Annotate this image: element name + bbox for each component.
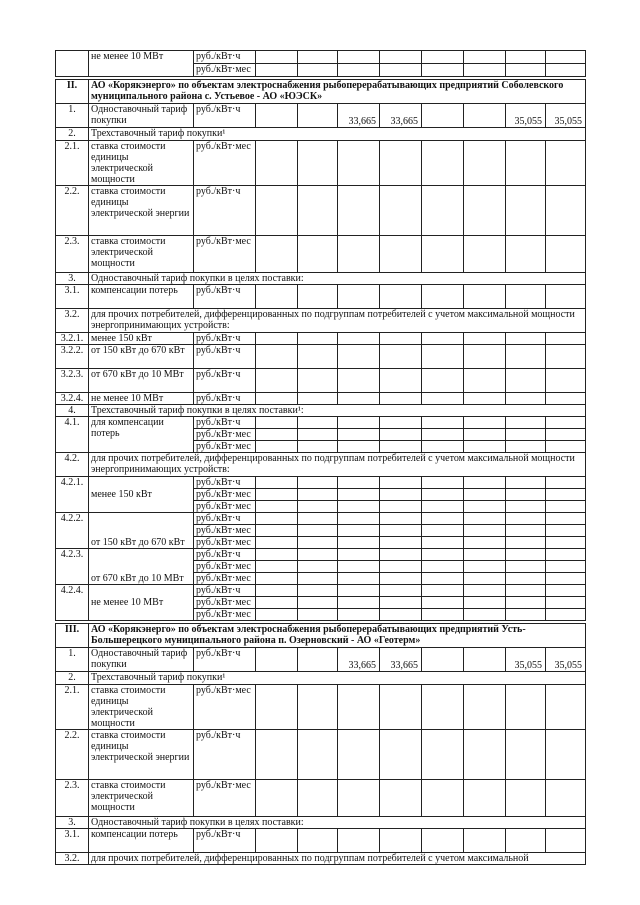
value-cell: 35,055 bbox=[506, 648, 546, 672]
row-label: ставка стоимости единицы электрической мощности bbox=[89, 141, 194, 186]
row-label: компенсации потерь bbox=[89, 285, 194, 309]
table-row bbox=[56, 285, 586, 309]
unit-cell: руб./кВт·мес bbox=[194, 597, 256, 609]
value-cell: 33,665 bbox=[380, 648, 422, 672]
unit-cell: руб./кВт·мес bbox=[194, 501, 256, 513]
table-row bbox=[56, 417, 586, 429]
row-number: 2.1. bbox=[56, 685, 89, 730]
unit-cell: руб./кВт·ч bbox=[194, 285, 256, 309]
row-number: 3.2.3. bbox=[56, 369, 89, 393]
row-label: Трехставочный тариф покупки¹ bbox=[89, 128, 586, 141]
table-row bbox=[56, 549, 586, 561]
unit-cell: руб./кВт·ч bbox=[194, 51, 256, 64]
table-row bbox=[56, 405, 586, 417]
row-label: ставка стоимости электрической мощности bbox=[89, 236, 194, 273]
row-label: менее 150 кВт bbox=[89, 477, 194, 513]
row-label: менее 150 кВт bbox=[89, 333, 194, 345]
value-cell: 35,055 bbox=[546, 648, 586, 672]
unit-cell: руб./кВт·мес bbox=[194, 236, 256, 273]
unit-cell: руб./кВт·мес bbox=[194, 780, 256, 817]
table-row bbox=[56, 333, 586, 345]
row-number: 1. bbox=[56, 104, 89, 128]
row-label: компенсации потерь bbox=[89, 829, 194, 853]
value-cell: 35,055 bbox=[546, 104, 586, 128]
row-number: 3. bbox=[56, 273, 89, 285]
row-number: 4.2.1. bbox=[56, 477, 89, 513]
row-number bbox=[56, 51, 89, 77]
unit-cell: руб./кВт·ч bbox=[194, 829, 256, 853]
row-number: 1. bbox=[56, 648, 89, 672]
unit-cell: руб./кВт·мес bbox=[194, 141, 256, 186]
unit-cell: руб./кВт·ч bbox=[194, 417, 256, 429]
unit-cell: руб./кВт·ч bbox=[194, 585, 256, 597]
value-cell: 33,665 bbox=[338, 104, 380, 128]
row-label: от 670 кВт до 10 МВт bbox=[89, 549, 194, 585]
row-label: Трехставочный тариф покупки¹ bbox=[89, 672, 586, 685]
row-label: от 150 кВт до 670 кВт bbox=[89, 513, 194, 549]
table-row bbox=[56, 585, 586, 597]
row-number: 2. bbox=[56, 672, 89, 685]
section-number: III. bbox=[56, 624, 89, 648]
table-row bbox=[56, 236, 586, 273]
row-number: 3. bbox=[56, 817, 89, 829]
table-row bbox=[56, 648, 586, 672]
unit-cell: руб./кВт·ч bbox=[194, 648, 256, 672]
table-row bbox=[56, 186, 586, 236]
unit-cell: руб./кВт·мес bbox=[194, 429, 256, 441]
row-label: Трехставочный тариф покупки в целях поставки¹: bbox=[89, 405, 586, 417]
unit-cell: руб./кВт·ч bbox=[194, 477, 256, 489]
row-number: 3.1. bbox=[56, 285, 89, 309]
table-row bbox=[56, 829, 586, 853]
table-row bbox=[56, 309, 586, 333]
row-label: для прочих потребителей, дифференцированных по подгруппам потребителей с учетом максимальной мощности энергопринимающих устройств: bbox=[89, 453, 586, 477]
value-cell: 33,665 bbox=[338, 648, 380, 672]
unit-cell: руб./кВт·ч bbox=[194, 186, 256, 236]
table-row bbox=[56, 817, 586, 829]
row-label: не менее 10 МВт bbox=[89, 585, 194, 621]
unit-cell: руб./кВт·ч bbox=[194, 513, 256, 525]
row-number: 4.2. bbox=[56, 453, 89, 477]
row-label: ставка стоимости единицы электрической энергии bbox=[89, 186, 194, 236]
unit-cell: руб./кВт·мес bbox=[194, 64, 256, 77]
row-label: для прочих потребителей, дифференцированных по подгруппам потребителей с учетом максимальной мощности энергопринимающих устройств: bbox=[89, 309, 586, 333]
row-number: 2.3. bbox=[56, 780, 89, 817]
unit-cell: руб./кВт·ч bbox=[194, 549, 256, 561]
row-label: Одноставочный тариф покупки в целях поставки: bbox=[89, 273, 586, 285]
row-number: 2. bbox=[56, 128, 89, 141]
table-row bbox=[56, 730, 586, 780]
row-number: 4. bbox=[56, 405, 89, 417]
row-number: 3.2.2. bbox=[56, 345, 89, 369]
table-row bbox=[56, 273, 586, 285]
table-row bbox=[56, 853, 586, 865]
row-number: 2.2. bbox=[56, 730, 89, 780]
section-header-row bbox=[56, 80, 586, 104]
row-label: для прочих потребителей, дифференцированных по подгруппам потребителей с учетом максимальной bbox=[89, 853, 586, 865]
row-number: 3.2.4. bbox=[56, 393, 89, 405]
section-title: АО «Корякэнерго» по объектам электроснабжения рыбоперерабатывающих предприятий Усть-Большерецкого муниципального района п. Озерновский - АО «Геотерм» bbox=[89, 624, 586, 648]
table-row bbox=[56, 393, 586, 405]
unit-cell: руб./кВт·ч bbox=[194, 345, 256, 369]
unit-cell: руб./кВт·мес bbox=[194, 685, 256, 730]
row-number: 3.2.1. bbox=[56, 333, 89, 345]
row-label: Одноставочный тариф покупки в целях поставки: bbox=[89, 817, 586, 829]
row-number: 3.2. bbox=[56, 853, 89, 865]
row-number: 4.1. bbox=[56, 417, 89, 453]
row-label: от 150 кВт до 670 кВт bbox=[89, 345, 194, 369]
unit-cell: руб./кВт·мес bbox=[194, 561, 256, 573]
row-number: 4.2.2. bbox=[56, 513, 89, 549]
row-number: 2.2. bbox=[56, 186, 89, 236]
unit-cell: руб./кВт·мес bbox=[194, 573, 256, 585]
row-label: ставка стоимости электрической мощности bbox=[89, 780, 194, 817]
table-row bbox=[56, 685, 586, 730]
unit-cell: руб./кВт·мес bbox=[194, 537, 256, 549]
table-row bbox=[56, 369, 586, 393]
table-row bbox=[56, 477, 586, 489]
table-row bbox=[56, 513, 586, 525]
table-row bbox=[56, 453, 586, 477]
row-label: Одноставочный тариф покупки bbox=[89, 104, 194, 128]
section-header-row bbox=[56, 624, 586, 648]
row-label: не менее 10 МВт bbox=[89, 393, 194, 405]
unit-cell: руб./кВт·мес bbox=[194, 525, 256, 537]
unit-cell: руб./кВт·мес bbox=[194, 489, 256, 501]
row-label: Одноставочный тариф покупки bbox=[89, 648, 194, 672]
unit-cell: руб./кВт·ч bbox=[194, 393, 256, 405]
value-cell: 35,055 bbox=[506, 104, 546, 128]
table-row bbox=[56, 104, 586, 128]
row-label: не менее 10 МВт bbox=[89, 51, 194, 77]
row-number: 3.1. bbox=[56, 829, 89, 853]
row-number: 4.2.4. bbox=[56, 585, 89, 621]
section-title: АО «Корякэнерго» по объектам электроснабжения рыбоперерабатывающих предприятий Соболевского муниципального района с. Устьевое - АО «ЮЭСК» bbox=[89, 80, 586, 104]
row-number: 4.2.3. bbox=[56, 549, 89, 585]
unit-cell: руб./кВт·ч bbox=[194, 730, 256, 780]
row-number: 2.3. bbox=[56, 236, 89, 273]
value-cell: 33,665 bbox=[380, 104, 422, 128]
unit-cell: руб./кВт·ч bbox=[194, 333, 256, 345]
table-row bbox=[56, 128, 586, 141]
row-label: для компенсации потерь bbox=[89, 417, 194, 453]
row-number: 2.1. bbox=[56, 141, 89, 186]
unit-cell: руб./кВт·ч bbox=[194, 104, 256, 128]
table-row bbox=[56, 672, 586, 685]
tariff-table bbox=[55, 50, 586, 865]
table-row bbox=[56, 780, 586, 817]
row-number: 3.2. bbox=[56, 309, 89, 333]
row-label: ставка стоимости единицы электрической мощности bbox=[89, 685, 194, 730]
unit-cell: руб./кВт·мес bbox=[194, 441, 256, 453]
table-row bbox=[56, 51, 586, 64]
unit-cell: руб./кВт·мес bbox=[194, 609, 256, 621]
table-row bbox=[56, 141, 586, 186]
row-label: ставка стоимости единицы электрической энергии bbox=[89, 730, 194, 780]
section-number: II. bbox=[56, 80, 89, 104]
row-label: от 670 кВт до 10 МВт bbox=[89, 369, 194, 393]
unit-cell: руб./кВт·ч bbox=[194, 369, 256, 393]
table-row bbox=[56, 345, 586, 369]
